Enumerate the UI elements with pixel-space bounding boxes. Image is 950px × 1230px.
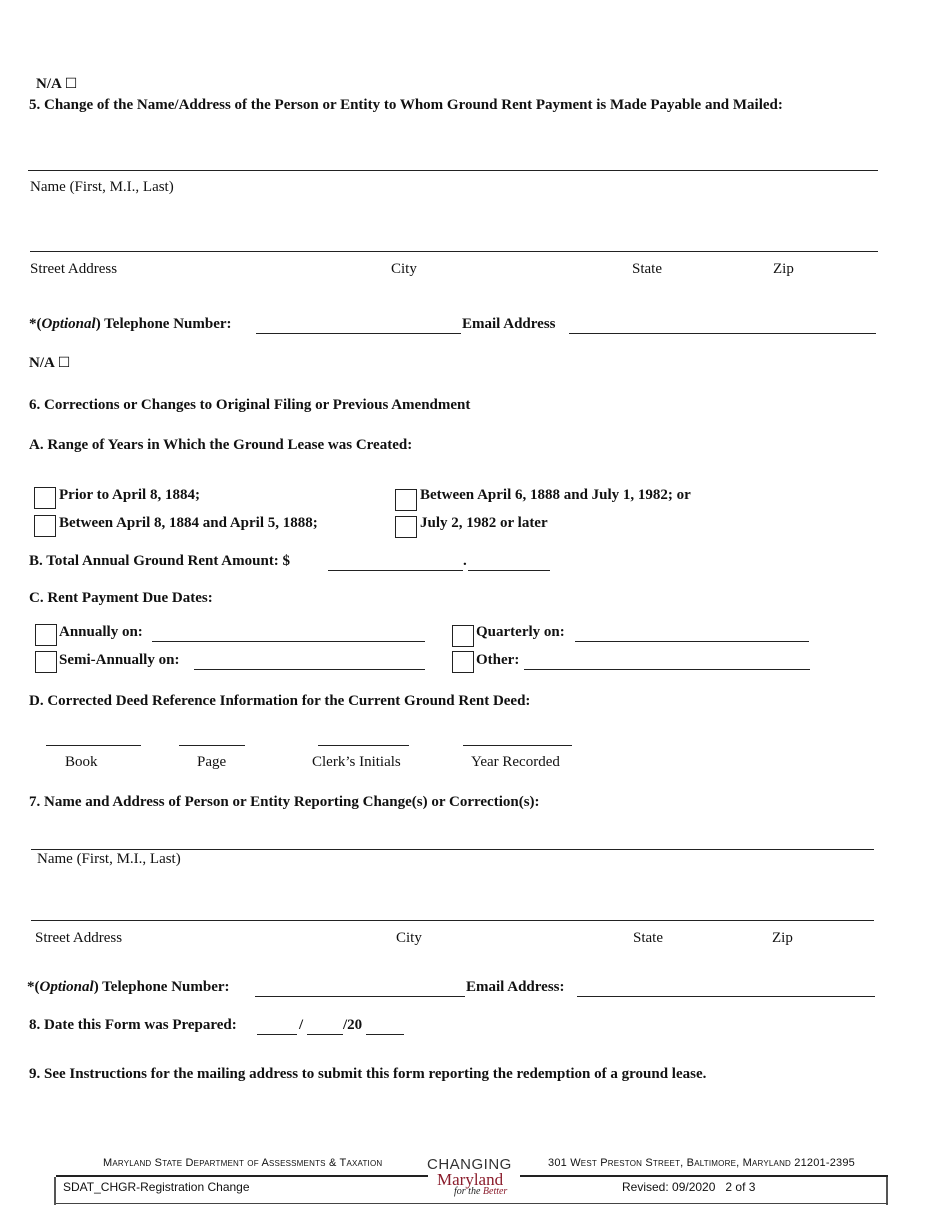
name-label: Name (First, M.I., Last) bbox=[30, 179, 174, 195]
footer-left-border bbox=[54, 1177, 56, 1205]
reporter-street-label: Street Address bbox=[35, 930, 123, 946]
telephone-field[interactable] bbox=[256, 333, 461, 334]
checkbox-quarterly[interactable] bbox=[452, 625, 474, 647]
book-field[interactable] bbox=[46, 745, 141, 746]
section-6d-heading: D. Corrected Deed Reference Information for the Current Ground Rent Deed: bbox=[29, 693, 531, 709]
checkbox-other[interactable] bbox=[452, 651, 474, 673]
year-recorded-label: Year Recorded bbox=[471, 754, 560, 770]
year-recorded-field[interactable] bbox=[463, 745, 572, 746]
date-slash: / bbox=[299, 1017, 304, 1033]
checkbox-1884-1888[interactable] bbox=[34, 515, 56, 537]
footer-top-rule-right bbox=[520, 1175, 888, 1177]
decimal-point: . bbox=[463, 553, 467, 569]
semi-annually-label: Semi-Annually on: bbox=[59, 652, 180, 668]
section-9-text: 9. See Instructions for the mailing address to submit this form reporting the redemption of a ground lease. bbox=[29, 1066, 707, 1082]
annually-field[interactable] bbox=[152, 641, 425, 642]
email-label: Email Address bbox=[462, 316, 556, 332]
rent-cents-field[interactable] bbox=[468, 570, 550, 571]
reporter-telephone-label: *(Optional) Telephone Number: bbox=[27, 979, 230, 995]
option-prior-1884: Prior to April 8, 1884; bbox=[59, 487, 200, 503]
footer-address: 301 West Preston Street, Baltimore, Maryland 21201-2395 bbox=[548, 1157, 855, 1169]
reporter-state-label: State bbox=[633, 930, 663, 946]
na-checkbox[interactable]: ☐ bbox=[57, 355, 71, 371]
section-6-heading: 6. Corrections or Changes to Original Filing or Previous Amendment bbox=[29, 397, 471, 413]
clerk-initials-field[interactable] bbox=[318, 745, 409, 746]
logo-changing: CHANGING bbox=[427, 1156, 512, 1173]
reporter-city-label: City bbox=[396, 930, 422, 946]
footer-bottom-rule bbox=[56, 1203, 888, 1204]
zip-label: Zip bbox=[773, 261, 794, 277]
email-field[interactable] bbox=[569, 333, 876, 334]
footer-top-rule-left bbox=[56, 1175, 428, 1177]
quarterly-field[interactable] bbox=[575, 641, 809, 642]
reporter-email-field[interactable] bbox=[577, 996, 875, 997]
option-1888-1982: Between April 6, 1888 and July 1, 1982; or bbox=[420, 487, 691, 503]
reporter-name-label: Name (First, M.I., Last) bbox=[37, 851, 181, 867]
semi-annually-field[interactable] bbox=[194, 669, 425, 670]
checkbox-prior-1884[interactable] bbox=[34, 487, 56, 509]
quarterly-label: Quarterly on: bbox=[476, 624, 565, 640]
section-6b-heading: B. Total Annual Ground Rent Amount: $ bbox=[29, 553, 291, 569]
address-line[interactable] bbox=[30, 251, 878, 252]
date-year-field[interactable] bbox=[366, 1034, 404, 1035]
section-8-heading: 8. Date this Form was Prepared: bbox=[29, 1017, 237, 1033]
date-day-field[interactable] bbox=[307, 1034, 343, 1035]
na-checkbox[interactable]: ☐ bbox=[64, 76, 78, 92]
footer-agency: Maryland State Department of Assessments & Taxation bbox=[103, 1157, 383, 1169]
section-5-heading: 5. Change of the Name/Address of the Person or Entity to Whom Ground Rent Payment is Made Payable and Mailed: bbox=[29, 97, 783, 113]
section-6c-heading: C. Rent Payment Due Dates: bbox=[29, 590, 213, 606]
page-field[interactable] bbox=[179, 745, 245, 746]
telephone-label: *(Optional) Telephone Number: bbox=[29, 316, 232, 332]
date-month-field[interactable] bbox=[257, 1034, 297, 1035]
reporter-email-label: Email Address: bbox=[466, 979, 565, 995]
clerk-initials-label: Clerk’s Initials bbox=[312, 754, 401, 770]
footer-form-id: SDAT_CHGR-Registration Change bbox=[63, 1180, 250, 1194]
checkbox-annually[interactable] bbox=[35, 624, 57, 646]
book-label: Book bbox=[65, 754, 98, 770]
checkbox-july-1982[interactable] bbox=[395, 516, 417, 538]
footer-revised: Revised: 09/2020 2 of 3 bbox=[622, 1180, 756, 1194]
logo-maryland: Maryland bbox=[437, 1170, 504, 1189]
checkbox-1888-1982[interactable] bbox=[395, 489, 417, 511]
na-label-section6: N/A ☐ bbox=[29, 355, 71, 371]
city-label: City bbox=[391, 261, 417, 277]
annually-label: Annually on: bbox=[59, 624, 143, 640]
footer-right-border bbox=[886, 1177, 888, 1205]
option-july-1982: July 2, 1982 or later bbox=[420, 515, 548, 531]
section-6a-heading: A. Range of Years in Which the Ground Lease was Created: bbox=[29, 437, 413, 453]
other-field[interactable] bbox=[524, 669, 810, 670]
section-7-heading: 7. Name and Address of Person or Entity Reporting Change(s) or Correction(s): bbox=[29, 794, 540, 810]
name-line[interactable] bbox=[28, 170, 878, 171]
checkbox-semi-annually[interactable] bbox=[35, 651, 57, 673]
na-label-top: N/A ☐ bbox=[36, 76, 78, 92]
reporter-zip-label: Zip bbox=[772, 930, 793, 946]
reporter-telephone-field[interactable] bbox=[255, 996, 465, 997]
page-label: Page bbox=[197, 754, 227, 770]
option-1884-1888: Between April 8, 1884 and April 5, 1888; bbox=[59, 515, 318, 531]
reporter-address-line[interactable] bbox=[31, 920, 874, 921]
rent-dollars-field[interactable] bbox=[328, 570, 463, 571]
street-address-label: Street Address bbox=[30, 261, 118, 277]
logo-tagline: for the Better bbox=[454, 1186, 508, 1197]
state-label: State bbox=[632, 261, 662, 277]
reporter-name-line[interactable] bbox=[31, 849, 874, 850]
other-label: Other: bbox=[476, 652, 520, 668]
date-year-prefix: /20 bbox=[343, 1017, 363, 1033]
